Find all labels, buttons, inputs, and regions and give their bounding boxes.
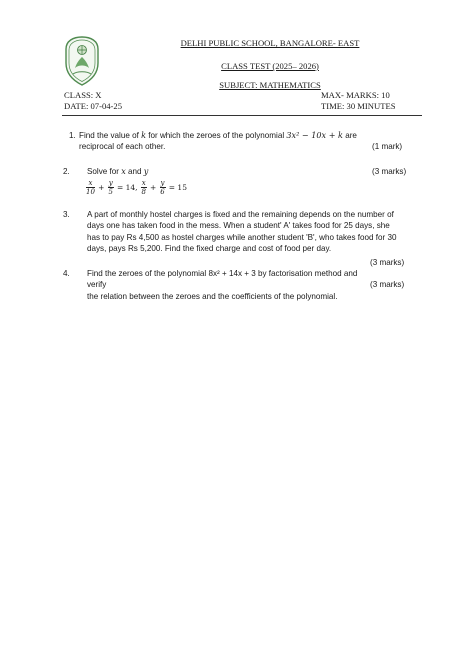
marks-label: (1 mark) [372, 142, 403, 152]
question-text [79, 130, 419, 153]
question-text [87, 209, 419, 254]
equation-result: = 15 [168, 182, 187, 192]
question-4 [63, 268, 423, 301]
text-line: Find the zeroes of the polynomial 8x² + 14x + 3 by factorisation method and verify [87, 269, 358, 290]
question-number: 4. [63, 269, 70, 278]
marks-label: (3 marks) [372, 167, 407, 176]
question-number: 1. [69, 131, 76, 140]
class-label: CLASS: X [64, 90, 102, 100]
time-label: TIME: 30 MINUTES [321, 101, 396, 111]
question-text [87, 268, 377, 302]
fraction: $\frac{y}{6}$ [160, 179, 165, 196]
max-marks-label: MAX- MARKS: 10 [321, 90, 390, 100]
text-line: days, pays Rs 5,200. Find the fixed charge and cost of food per day. [87, 243, 332, 253]
text-line: A part of monthly hostel charges is fixed and the remaining depends on the number of [87, 210, 394, 219]
text-segment: are [342, 131, 357, 140]
school-logo-icon [64, 36, 100, 86]
marks-label: (3 marks) [370, 280, 405, 290]
variable-k: k [141, 130, 146, 140]
equation-pair [85, 179, 187, 196]
text-segment: and [125, 167, 144, 176]
test-title: CLASS TEST (2025– 2026) [221, 61, 319, 71]
date-label: DATE: 07-04-25 [64, 101, 122, 111]
equation-result: = 14, [116, 182, 138, 192]
operator: + [150, 182, 157, 192]
header-divider [62, 115, 422, 116]
fraction: $\frac{x}{10}$ [86, 179, 95, 196]
fraction: $\frac{y}{5}$ [108, 179, 113, 196]
text-line: the relation between the zeroes and the coefficients of the polynomial. [87, 291, 338, 301]
text-segment: reciprocal of each other. [79, 142, 166, 152]
question-number: 3. [63, 210, 70, 219]
text-line: has to pay Rs 4,500 as hostel charges while another student 'B', who takes food for 30 [87, 232, 397, 242]
operator: + [98, 182, 105, 192]
question-text [87, 166, 419, 177]
question-1 [63, 130, 423, 156]
variable-x: x [121, 166, 126, 176]
question-2 [63, 166, 423, 206]
polynomial-expression: 3x² − 10x + k [286, 130, 343, 140]
fraction: $\frac{x}{8}$ [141, 179, 146, 196]
question-number: 2. [63, 167, 70, 176]
marks-label: (3 marks) [370, 258, 405, 267]
text-segment: Solve for [87, 167, 122, 176]
text-segment: for which the zeroes of the polynomial [146, 131, 287, 140]
text-line: days one has taken food in the mess. When a student' A' takes food for 25 days, she [87, 221, 390, 231]
text-segment: Find the value of [79, 131, 142, 140]
subject-title: SUBJECT: MATHEMATICS [219, 80, 321, 90]
school-name: DELHI PUBLIC SCHOOL, BANGALORE- EAST [180, 38, 360, 48]
question-3 [63, 209, 423, 269]
variable-y: y [143, 166, 149, 176]
